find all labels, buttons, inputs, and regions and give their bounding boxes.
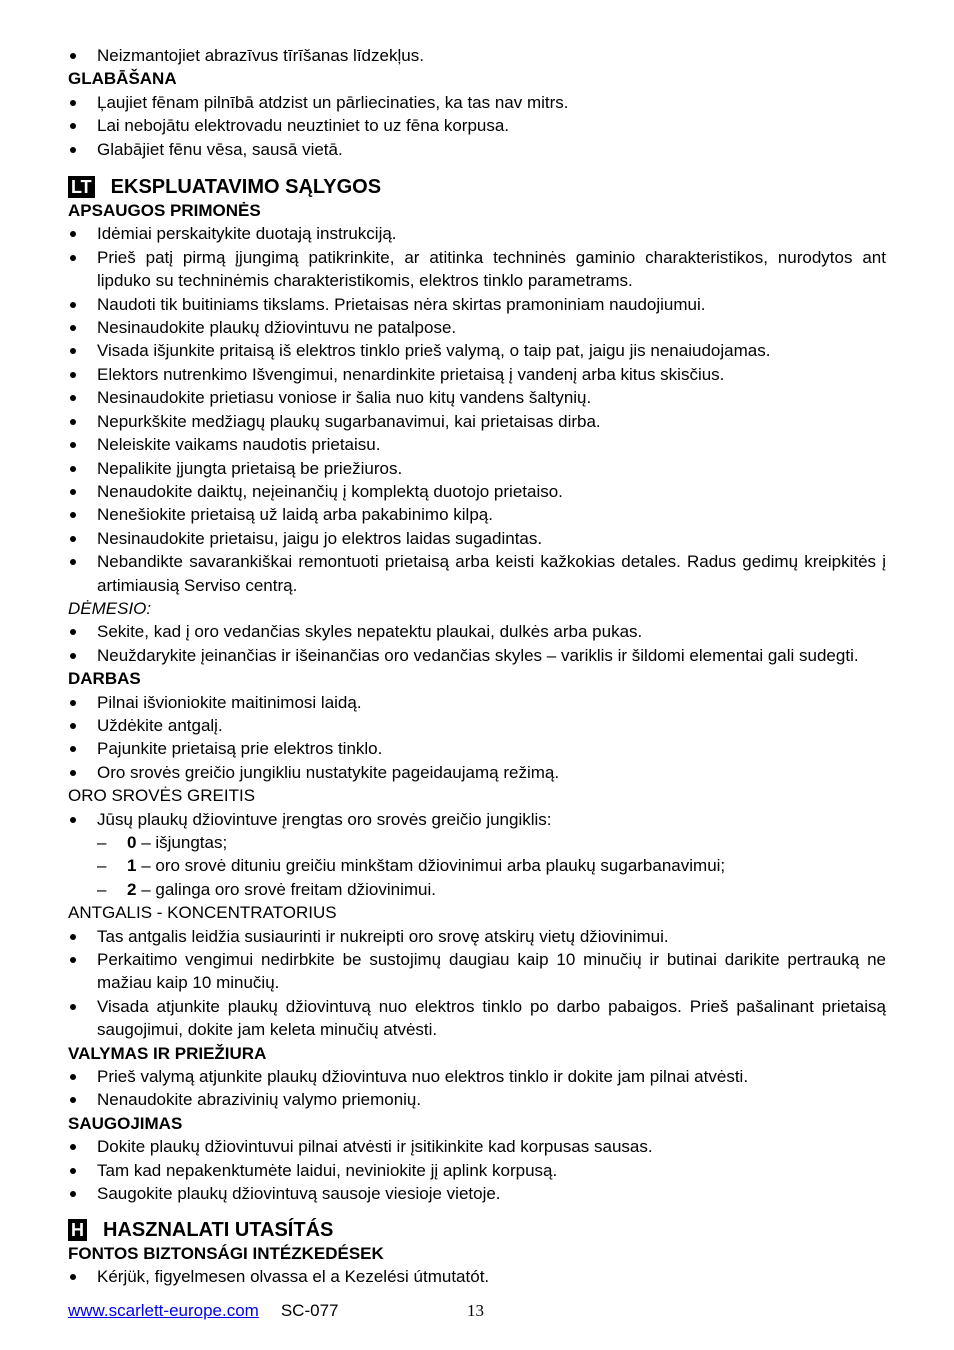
speed-option bbox=[68, 878, 886, 901]
speed-number: 0 bbox=[127, 833, 137, 852]
list-item: Nenešiokite prietaisą už laidą arba pakabinimo kilpą. bbox=[68, 503, 886, 526]
list-item: Tas antgalis leidžia susiaurinti ir nukreipti oro srovę atskirų vietų džiovinimui. bbox=[68, 925, 886, 948]
speed-number: 2 bbox=[127, 879, 137, 899]
dash: – bbox=[97, 856, 107, 876]
list-item: Naudoti tik buitiniams tikslams. Prietaisas nėra skirtas pramoniniam naudojiumui. bbox=[68, 293, 886, 316]
list-item: Uždėkite antgalį. bbox=[68, 714, 886, 737]
page-number: 13 bbox=[467, 1301, 484, 1320]
section-title-hu bbox=[68, 1218, 886, 1242]
speed-text: – galinga oro srovė freitam džiovinimui. bbox=[136, 879, 436, 899]
list-item: Idėmiai perskaitykite duotają instrukciją. bbox=[68, 222, 886, 245]
list-item: Lai nebojātu elektrovadu neuztiniet to uz fēna korpusa. bbox=[68, 114, 886, 137]
speed-number: 1 bbox=[127, 856, 137, 876]
list-item: Visada atjunkite plaukų džiovintuvą nuo elektros tinklo po darbo pabaigos. Prieš pašalinant prietaisą saugojimui, dokite jam keleta minučių atvėsti. bbox=[68, 995, 886, 1042]
list-item: Perkaitimo vengimui nedirbkite be sustojimų daugiau kaip 10 minučių ir butinai darikite pertrauką ne mažiau kaip 10 minučių. bbox=[68, 948, 886, 995]
model-number: SC-077 bbox=[280, 1301, 339, 1320]
list-item: Prieš patį pirmą įjungimą patikrinkite, ar atitinka techninės gaminio charakteristikos, nurodytos ant lipduko su techninėmis charakteristikomis, elektros tinklo parametrams. bbox=[68, 246, 886, 293]
dash: – bbox=[97, 879, 107, 899]
list-item: Pajunkite prietaisą prie elektros tinklo. bbox=[68, 737, 886, 760]
list-item: Prieš valymą atjunkite plaukų džiovintuva nuo elektros tinklo ir dokite jam pilnai atvėsti. bbox=[68, 1065, 886, 1088]
list-item: Nesinaudokite prietaisu, jaigu jo elektros laidas sugadintas. bbox=[68, 527, 886, 550]
speed-text: – oro srovė dituniu greičiu minkštam džiovinimui arba plaukų sugarbanavimui; bbox=[136, 856, 726, 876]
list-item: Sekite, kad į oro vedančias skyles nepatektu plaukai, dulkės arba pukas. bbox=[68, 620, 886, 643]
list-item: Saugokite plaukų džiovintuvą sausoje viesioje vietoje. bbox=[68, 1182, 886, 1205]
website-link[interactable]: www.scarlett-europe.com bbox=[68, 1301, 259, 1320]
section-title-lt bbox=[68, 175, 886, 199]
list-item: Pilnai išvioniokite maitinimosi laidą. bbox=[68, 691, 886, 714]
list-item: Nesinaudokite prietiasu voniose ir šalia nuo kitų vandens šaltynių. bbox=[68, 386, 886, 409]
page-footer bbox=[68, 1300, 338, 1322]
list-item: Nebandikte savarankiškai remontuoti prietaisą arba keisti kažkokias detales. Radus gedimų kreipkitės į artimiausią Serviso centrą. bbox=[68, 550, 886, 597]
list-item: Nesinaudokite plaukų džiovintuvu ne patalpose. bbox=[68, 316, 886, 339]
list-item: Visada išjunkite pritaisą iš elektros tinklo prieš valymą, o taip pat, jaigu jis nenaiudojamas. bbox=[68, 339, 886, 362]
list-item: Nenaudokite abrazivinių valymo priemonių. bbox=[68, 1088, 886, 1111]
list-item: Dokite plaukų džiovintuvui pilnai atvėsti ir įsitikinkite kad korpusas sausas. bbox=[68, 1135, 886, 1158]
list-item: Elektors nutrenkimo Išvengimui, nenardinkite prietaisą į vandenį arba kitus skisčius. bbox=[68, 363, 886, 386]
language-badge-lt: LT bbox=[68, 176, 95, 198]
section-title-text: HASZNALATI UTASÍTÁS bbox=[103, 1218, 334, 1241]
list-item: Glabājiet fēnu vēsa, sausā vietā. bbox=[68, 138, 886, 161]
list-item: Nepurkškite medžiagų plaukų sugarbanavimui, kai prietaisas dirba. bbox=[68, 410, 886, 433]
list-item: Neizmantojiet abrazīvus tīrīšanas līdzekļus. bbox=[68, 44, 886, 67]
list-item: Jūsų plaukų džiovintuve įrengtas oro srovės greičio jungiklis: bbox=[68, 808, 886, 831]
subheading-safety: APSAUGOS PRIMONĖS bbox=[68, 201, 261, 221]
list-item: Neleiskite vaikams naudotis prietaisu. bbox=[68, 433, 886, 456]
speed-text: – išjungtas; bbox=[136, 833, 228, 852]
list-item: Neuždarykite įeinančias ir išeinančias oro vedančias skyles – variklis ir šildomi elementai gali sudegti. bbox=[68, 644, 886, 667]
subheading-storage: SAUGOJIMAS bbox=[68, 1113, 183, 1133]
list-item: Tam kad nepakenktumėte laidui, neviniokite jį aplink korpusą. bbox=[68, 1159, 886, 1182]
list-item: Nenaudokite daiktų, neįeinančių į komplektą duotojo prietaiso. bbox=[68, 480, 886, 503]
subheading-work: DARBAS bbox=[68, 669, 141, 689]
list-item: Kérjük, figyelmesen olvassa el a Kezelési útmutatót. bbox=[68, 1265, 886, 1288]
subheading-care: VALYMAS IR PRIEŽIURA bbox=[68, 1043, 267, 1063]
subheading-attention: DĖMESIO: bbox=[68, 598, 152, 618]
subheading-safety: FONTOS BIZTONSÁGI INTÉZKEDÉSEK bbox=[68, 1243, 384, 1263]
dash: – bbox=[97, 833, 107, 852]
list-item: Ļaujiet fēnam pilnībā atdzist un pārliecinaties, ka tas nav mitrs. bbox=[68, 91, 886, 114]
list-item: Nepalikite įjungta prietaisą be priežiuros. bbox=[68, 457, 886, 480]
subheading-nozzle: ANTGALIS - KONCENTRATORIUS bbox=[68, 903, 337, 923]
speed-option bbox=[68, 831, 886, 854]
section-heading-glabasana: GLABĀŠANA bbox=[68, 69, 177, 89]
speed-option bbox=[68, 854, 886, 877]
document-body bbox=[68, 44, 886, 1288]
subheading-speed: ORO SROVĖS GREITIS bbox=[68, 786, 256, 806]
language-badge-h: H bbox=[68, 1219, 87, 1241]
list-item: Oro srovės greičio jungikliu nustatykite pageidaujamą režimą. bbox=[68, 761, 886, 784]
section-title-text: EKSPLUATAVIMO SĄLYGOS bbox=[110, 176, 382, 199]
